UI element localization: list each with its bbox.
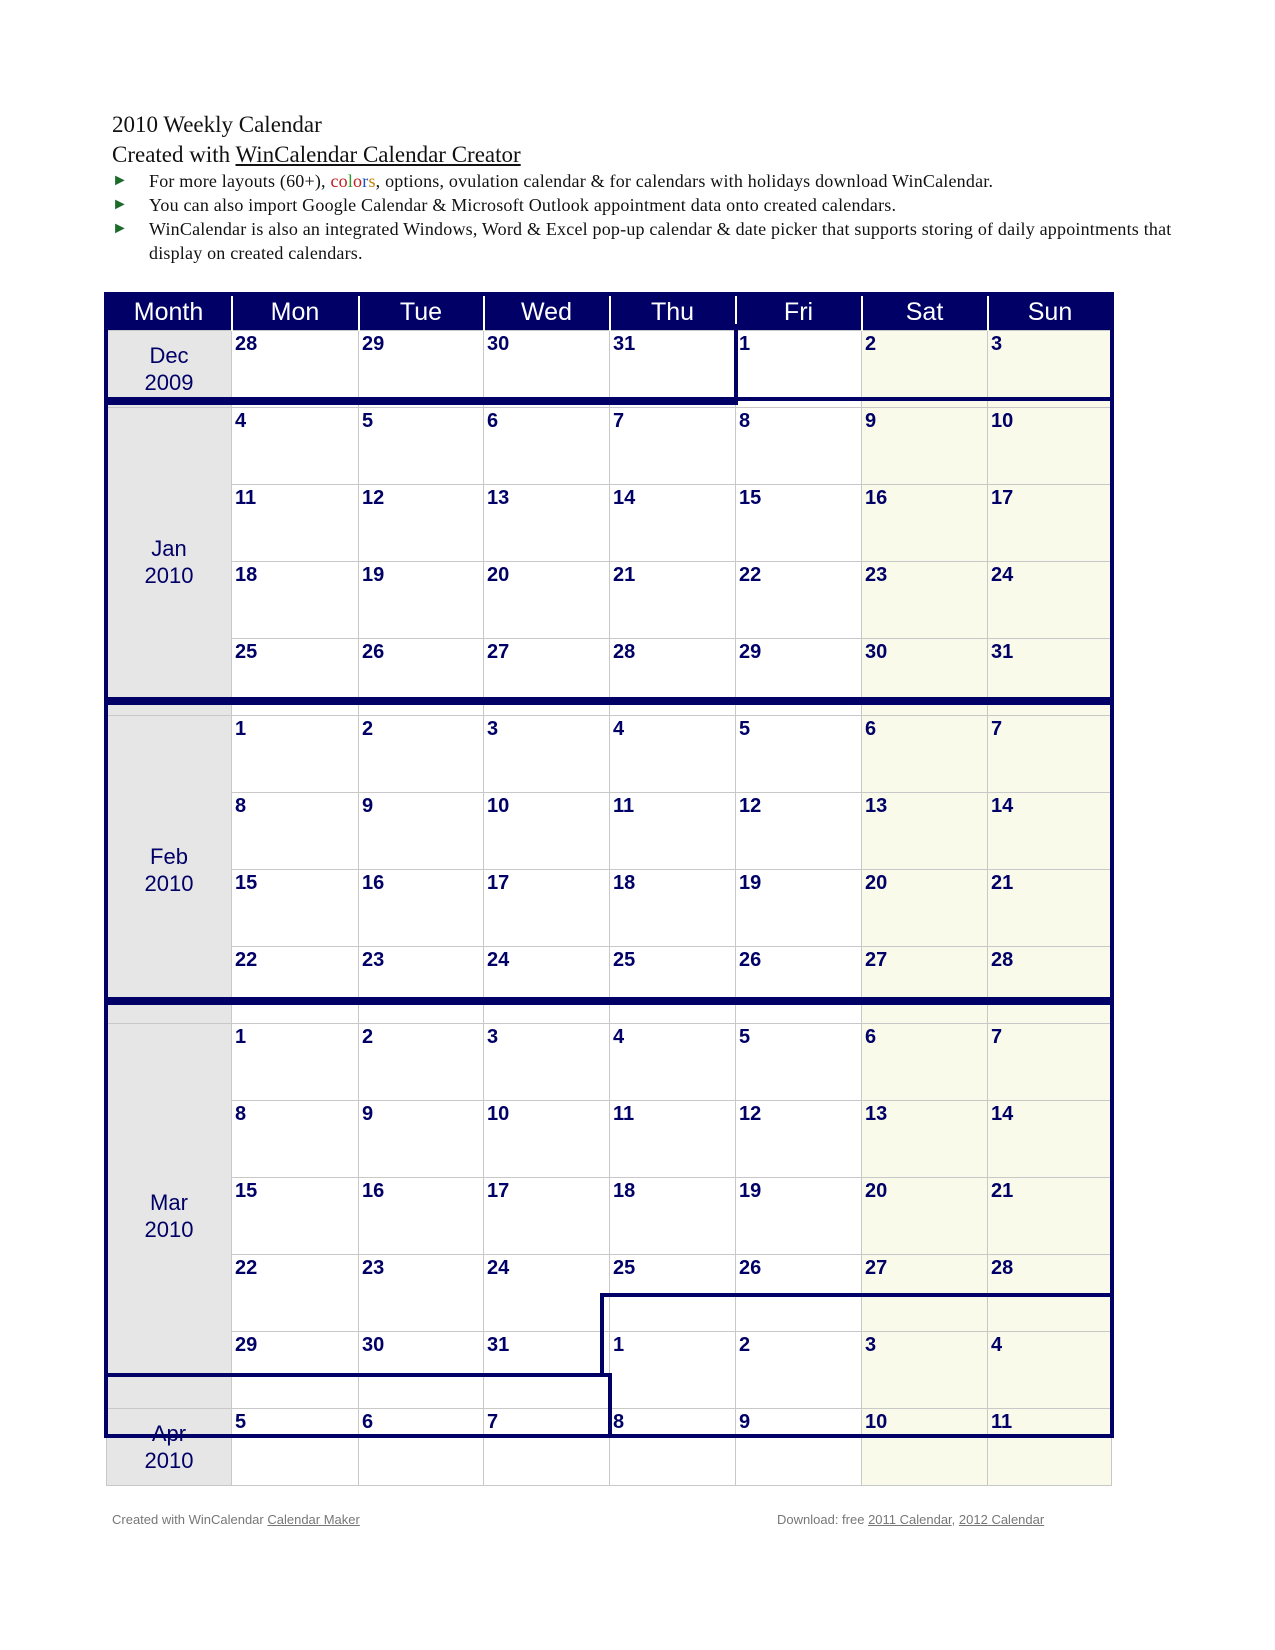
day-cell[interactable] (862, 1255, 988, 1332)
day-cell[interactable] (988, 485, 1112, 562)
day-cell[interactable] (988, 793, 1112, 870)
day-number: 30 (487, 333, 510, 355)
month-name: Mar (150, 1190, 188, 1215)
month-year: 2010 (144, 870, 194, 896)
day-number: 18 (613, 872, 636, 894)
colors-letter: o (338, 171, 348, 191)
day-number: 8 (739, 410, 751, 432)
week-row (107, 1332, 1112, 1409)
day-number: 24 (487, 949, 510, 971)
day-number: 22 (235, 1257, 258, 1279)
day-number: 10 (991, 410, 1014, 432)
colors-letter: o (353, 171, 363, 191)
day-number: 14 (991, 795, 1014, 817)
day-number: 5 (739, 718, 751, 740)
day-cell[interactable] (736, 639, 862, 716)
day-cell[interactable] (862, 562, 988, 639)
day-cell[interactable] (736, 408, 862, 485)
day-number: 17 (487, 1180, 510, 1202)
month-year: 2010 (144, 1217, 194, 1242)
day-number: 4 (613, 1026, 625, 1048)
day-number: 12 (739, 1103, 762, 1125)
column-header-sat: Sat (862, 294, 988, 331)
week-row (107, 1024, 1112, 1101)
day-number: 30 (865, 641, 888, 663)
day-number: 2 (362, 1026, 374, 1048)
footer-separator: , (951, 1512, 959, 1527)
day-cell[interactable] (988, 331, 1112, 408)
day-number: 11 (613, 1103, 635, 1125)
column-header-thu: Thu (610, 294, 736, 331)
day-number: 5 (739, 1026, 751, 1048)
day-cell[interactable] (484, 947, 610, 1024)
day-number: 6 (865, 1026, 877, 1048)
day-cell[interactable] (359, 1332, 484, 1409)
day-number: 3 (487, 1026, 499, 1048)
day-cell[interactable] (610, 331, 736, 408)
day-number: 7 (991, 718, 1003, 740)
day-number: 18 (613, 1180, 636, 1202)
day-number: 26 (739, 1257, 762, 1279)
column-header-month: Month (107, 294, 232, 331)
day-number: 27 (865, 1257, 888, 1279)
month-label-cell (107, 331, 232, 408)
day-number: 27 (487, 641, 510, 663)
day-cell[interactable] (988, 716, 1112, 793)
day-cell[interactable] (736, 870, 862, 947)
day-number: 23 (362, 949, 385, 971)
month-label-cell (107, 1024, 232, 1409)
day-cell[interactable] (862, 408, 988, 485)
day-number: 24 (991, 564, 1014, 586)
day-number: 15 (235, 872, 258, 894)
bullet-item (112, 217, 1172, 265)
day-cell[interactable] (862, 1024, 988, 1101)
day-cell[interactable] (359, 331, 484, 408)
column-header-tue: Tue (359, 294, 484, 331)
week-row (107, 1178, 1112, 1255)
day-cell[interactable] (610, 1101, 736, 1178)
day-cell[interactable] (862, 716, 988, 793)
day-cell[interactable] (232, 716, 359, 793)
calendar-maker-link[interactable]: Calendar Maker (267, 1512, 360, 1527)
month-label-cell (107, 1409, 232, 1486)
day-cell[interactable] (232, 1101, 359, 1178)
weekly-calendar-table (106, 294, 1112, 1486)
day-number: 15 (739, 487, 762, 509)
wincalendar-creator-link[interactable]: WinCalendar Calendar Creator (235, 142, 521, 167)
day-number: 31 (991, 641, 1014, 663)
day-cell[interactable] (610, 1255, 736, 1332)
month-label-cell (107, 716, 232, 1024)
day-cell[interactable] (610, 870, 736, 947)
day-number: 26 (739, 949, 762, 971)
week-row (107, 716, 1112, 793)
day-number: 17 (991, 487, 1014, 509)
day-cell[interactable] (484, 793, 610, 870)
day-cell[interactable] (232, 331, 359, 408)
day-number: 19 (739, 872, 762, 894)
day-cell[interactable] (232, 1332, 359, 1409)
day-number: 9 (865, 410, 877, 432)
day-number: 1 (235, 1026, 247, 1048)
month-name: Dec (149, 343, 189, 368)
day-cell[interactable] (232, 485, 359, 562)
day-cell[interactable] (736, 1332, 862, 1409)
week-row (107, 870, 1112, 947)
day-cell[interactable] (484, 562, 610, 639)
day-number: 6 (487, 410, 499, 432)
calendar-2012-link[interactable]: 2012 Calendar (958, 1512, 1045, 1527)
day-cell[interactable] (736, 793, 862, 870)
footer-right (777, 1512, 1044, 1527)
day-number: 7 (487, 1411, 499, 1433)
day-number: 1 (739, 333, 751, 355)
day-cell[interactable] (484, 485, 610, 562)
month-name: Feb (150, 843, 188, 869)
day-number: 15 (235, 1180, 258, 1202)
day-cell[interactable] (232, 1409, 359, 1486)
day-cell[interactable] (862, 1409, 988, 1486)
day-number: 31 (613, 333, 636, 355)
footer-text: Download: free (777, 1512, 869, 1527)
week-row (107, 793, 1112, 870)
day-number: 24 (487, 1257, 510, 1279)
day-cell[interactable] (610, 947, 736, 1024)
day-cell[interactable] (484, 716, 610, 793)
day-cell[interactable] (359, 1178, 484, 1255)
day-cell[interactable] (359, 1101, 484, 1178)
day-number: 12 (362, 487, 385, 509)
day-cell[interactable] (359, 716, 484, 793)
week-row (107, 562, 1112, 639)
bullet-text: WinCalendar is also an integrated Windows, Word & Excel pop-up calendar & date picker that supports storing of daily appointments that display on created calendars. (149, 219, 1172, 263)
day-number: 8 (235, 1103, 247, 1125)
page-subtitle (112, 140, 1172, 169)
day-cell[interactable] (232, 1255, 359, 1332)
day-number: 5 (235, 1411, 247, 1433)
day-cell[interactable] (736, 1178, 862, 1255)
day-cell[interactable] (359, 639, 484, 716)
day-number: 31 (487, 1334, 510, 1356)
page-header (112, 110, 1172, 265)
day-cell[interactable] (736, 485, 862, 562)
colors-letter: r (362, 171, 369, 191)
day-cell[interactable] (610, 1409, 736, 1486)
day-cell[interactable] (232, 639, 359, 716)
bullet-item (112, 169, 1172, 193)
day-number: 11 (235, 487, 257, 509)
week-row (107, 1255, 1112, 1332)
day-cell[interactable] (988, 1178, 1112, 1255)
day-number: 3 (991, 333, 1003, 355)
day-number: 1 (613, 1334, 625, 1356)
day-cell[interactable] (484, 1255, 610, 1332)
day-cell[interactable] (862, 793, 988, 870)
day-number: 3 (487, 718, 499, 740)
week-row (107, 485, 1112, 562)
day-cell[interactable] (484, 870, 610, 947)
day-cell[interactable] (736, 562, 862, 639)
day-number: 25 (613, 949, 636, 971)
day-number: 28 (991, 949, 1014, 971)
arrow-bullet-icon: ► (112, 220, 129, 237)
day-number: 4 (613, 718, 625, 740)
day-cell[interactable] (736, 331, 862, 408)
day-number: 13 (865, 795, 888, 817)
day-cell[interactable] (610, 1332, 736, 1409)
day-number: 13 (487, 487, 510, 509)
day-number: 4 (991, 1334, 1003, 1356)
day-number: 6 (362, 1411, 374, 1433)
day-cell[interactable] (484, 408, 610, 485)
colors-letter: l (347, 171, 354, 191)
day-cell[interactable] (862, 947, 988, 1024)
bullet-text: You can also import Google Calendar & Microsoft Outlook appointment data onto created calendars. (149, 195, 897, 215)
week-row (107, 1101, 1112, 1178)
day-number: 30 (362, 1334, 385, 1356)
day-number: 14 (991, 1103, 1014, 1125)
day-number: 9 (739, 1411, 751, 1433)
month-year: 2010 (144, 1448, 194, 1473)
day-number: 12 (739, 795, 762, 817)
day-cell[interactable] (610, 793, 736, 870)
day-cell[interactable] (988, 1101, 1112, 1178)
column-header-fri: Fri (736, 294, 862, 331)
day-cell[interactable] (988, 1409, 1112, 1486)
day-number: 10 (865, 1411, 888, 1433)
day-cell[interactable] (484, 1024, 610, 1101)
day-number: 9 (362, 1103, 374, 1125)
calendar-header-row (107, 294, 1112, 331)
day-number: 2 (739, 1334, 751, 1356)
day-cell[interactable] (988, 870, 1112, 947)
day-cell[interactable] (359, 1024, 484, 1101)
day-cell[interactable] (232, 408, 359, 485)
day-number: 29 (362, 333, 385, 355)
day-cell[interactable] (736, 1255, 862, 1332)
day-number: 2 (362, 718, 374, 740)
day-number: 19 (739, 1180, 762, 1202)
day-number: 4 (235, 410, 247, 432)
day-number: 17 (487, 872, 510, 894)
day-number: 23 (865, 564, 888, 586)
day-cell[interactable] (610, 408, 736, 485)
month-year: 2010 (144, 562, 194, 588)
week-row (107, 639, 1112, 716)
day-cell[interactable] (736, 947, 862, 1024)
day-cell[interactable] (359, 562, 484, 639)
day-number: 10 (487, 795, 510, 817)
calendar-2011-link[interactable]: 2011 Calendar (868, 1512, 952, 1527)
day-cell[interactable] (862, 639, 988, 716)
day-cell[interactable] (736, 1101, 862, 1178)
day-number: 21 (613, 564, 636, 586)
day-cell[interactable] (862, 1101, 988, 1178)
day-number: 27 (865, 949, 888, 971)
day-number: 28 (991, 1257, 1014, 1279)
day-cell[interactable] (610, 639, 736, 716)
day-cell[interactable] (862, 485, 988, 562)
day-cell[interactable] (610, 1024, 736, 1101)
day-number: 25 (613, 1257, 636, 1279)
day-number: 6 (865, 718, 877, 740)
day-cell[interactable] (359, 485, 484, 562)
week-row (107, 947, 1112, 1024)
day-cell[interactable] (359, 1255, 484, 1332)
day-cell[interactable] (359, 408, 484, 485)
day-number: 21 (991, 1180, 1014, 1202)
day-cell[interactable] (736, 716, 862, 793)
day-cell[interactable] (862, 1332, 988, 1409)
day-cell[interactable] (232, 1024, 359, 1101)
day-number: 9 (362, 795, 374, 817)
day-number: 29 (235, 1334, 258, 1356)
day-cell[interactable] (359, 793, 484, 870)
day-number: 7 (613, 410, 625, 432)
day-number: 20 (487, 564, 510, 586)
day-number: 1 (235, 718, 247, 740)
column-header-wed: Wed (484, 294, 610, 331)
month-name: Apr (151, 1421, 187, 1446)
day-number: 16 (362, 872, 385, 894)
day-number: 2 (865, 333, 877, 355)
arrow-bullet-icon: ► (112, 172, 129, 189)
day-number: 28 (613, 641, 636, 663)
day-number: 26 (362, 641, 385, 663)
day-number: 28 (235, 333, 258, 355)
day-cell[interactable] (736, 1024, 862, 1101)
day-cell[interactable] (988, 1332, 1112, 1409)
day-number: 5 (362, 410, 374, 432)
month-name: Jan (151, 535, 187, 561)
day-cell[interactable] (484, 1332, 610, 1409)
week-row (107, 408, 1112, 485)
day-cell[interactable] (988, 1255, 1112, 1332)
day-cell[interactable] (862, 870, 988, 947)
day-number: 16 (362, 1180, 385, 1202)
day-cell[interactable] (232, 947, 359, 1024)
day-number: 11 (613, 795, 635, 817)
day-cell[interactable] (484, 639, 610, 716)
day-number: 21 (991, 872, 1014, 894)
day-cell[interactable] (610, 485, 736, 562)
day-cell[interactable] (232, 1178, 359, 1255)
week-row (107, 331, 1112, 408)
day-cell[interactable] (862, 1178, 988, 1255)
day-cell[interactable] (232, 793, 359, 870)
day-cell[interactable] (988, 1024, 1112, 1101)
day-number: 25 (235, 641, 258, 663)
day-number: 11 (991, 1411, 1013, 1433)
day-number: 22 (235, 949, 258, 971)
day-number: 20 (865, 1180, 888, 1202)
day-number: 3 (865, 1334, 877, 1356)
month-year: 2009 (144, 370, 194, 395)
day-number: 8 (613, 1411, 625, 1433)
footer-text: Created with WinCalendar (112, 1512, 268, 1527)
day-cell[interactable] (484, 1409, 610, 1486)
week-row (107, 1409, 1112, 1486)
day-cell[interactable] (232, 562, 359, 639)
day-cell[interactable] (988, 408, 1112, 485)
column-header-sun: Sun (988, 294, 1112, 331)
day-cell[interactable] (359, 947, 484, 1024)
day-cell[interactable] (736, 1409, 862, 1486)
colors-letter: s (368, 171, 376, 191)
day-number: 14 (613, 487, 636, 509)
day-cell[interactable] (359, 1409, 484, 1486)
day-number: 16 (865, 487, 888, 509)
day-cell[interactable] (484, 1178, 610, 1255)
colors-letter: c (330, 171, 339, 191)
day-number: 8 (235, 795, 247, 817)
day-cell[interactable] (610, 1178, 736, 1255)
day-number: 13 (865, 1103, 888, 1125)
day-number: 23 (362, 1257, 385, 1279)
day-cell[interactable] (988, 639, 1112, 716)
day-cell[interactable] (484, 331, 610, 408)
day-number: 22 (739, 564, 762, 586)
day-cell[interactable] (610, 562, 736, 639)
day-number: 18 (235, 564, 258, 586)
page-title: 2010 Weekly Calendar (112, 112, 322, 137)
day-number: 19 (362, 564, 385, 586)
bullet-item (112, 193, 1172, 217)
day-cell[interactable] (610, 716, 736, 793)
day-cell[interactable] (988, 947, 1112, 1024)
column-header-mon: Mon (232, 294, 359, 331)
footer-left (112, 1512, 360, 1527)
day-cell[interactable] (484, 1101, 610, 1178)
day-number: 20 (865, 872, 888, 894)
day-number: 29 (739, 641, 762, 663)
subtitle-prefix: Created with (112, 142, 236, 167)
day-cell[interactable] (232, 870, 359, 947)
bullet-text: , options, ovulation calendar & for calendars with holidays download WinCalendar. (375, 171, 994, 191)
day-cell[interactable] (862, 331, 988, 408)
day-cell[interactable] (359, 870, 484, 947)
arrow-bullet-icon: ► (112, 196, 129, 213)
day-number: 10 (487, 1103, 510, 1125)
month-label-cell (107, 408, 232, 716)
bullet-text: For more layouts (60+), (149, 171, 331, 191)
day-cell[interactable] (988, 562, 1112, 639)
day-number: 7 (991, 1026, 1003, 1048)
